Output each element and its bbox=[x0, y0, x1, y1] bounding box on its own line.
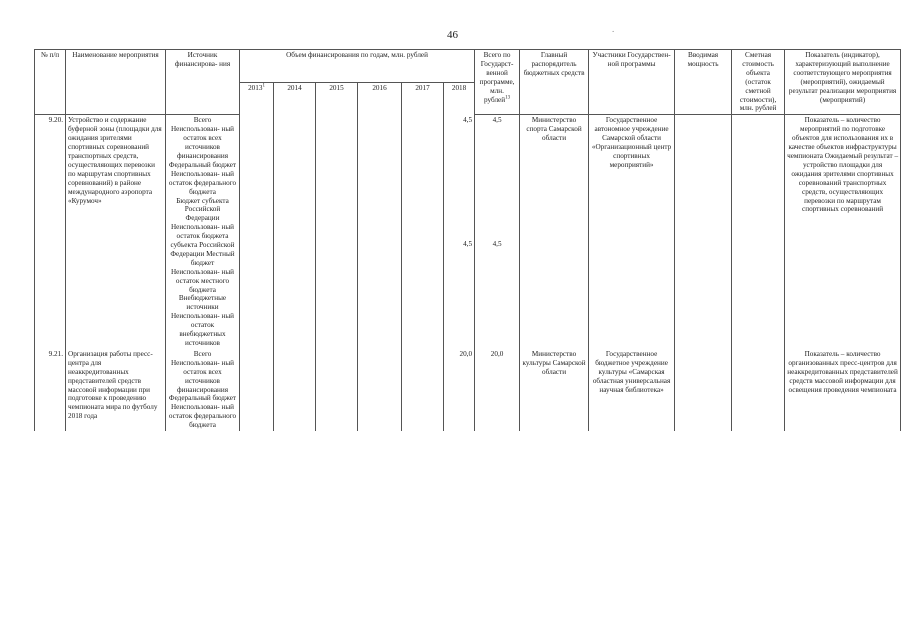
source-other: Бюджет субъекта Российской Федерации Неиспользован- ный остаток бюджета субъекта Российской Федерации Местный бюджет Неиспользован- ный остаток местного бюджета Внебюджетные источники Неиспользован- ный остаток внебюджетных источников bbox=[170, 196, 235, 347]
row-name: Организация работы пресс-центра для неаккредитованных представителей средств массовой информации при подготовке к проведению чемпионата мира по футболу 2018 года bbox=[66, 349, 166, 431]
cell-2016 bbox=[358, 349, 402, 431]
cell-indicator: Показатель – количество организованных пресс-центров для неаккредитованных представителей средств массовой информации для освещения проведения чемпионата bbox=[785, 349, 901, 431]
cell-2015 bbox=[316, 349, 358, 431]
cell-2018: 4,5 4,5 bbox=[444, 115, 475, 349]
financing-table bbox=[34, 49, 901, 431]
source-federal: Неиспользован- ный остаток всех источников финансирования Федеральный бюджет Неиспользован- ный остаток федерального бюджета bbox=[168, 125, 237, 196]
cell-2017 bbox=[402, 349, 444, 431]
cell-capacity bbox=[675, 349, 732, 431]
header-source: Источник финансирова- ния bbox=[166, 50, 240, 115]
year-2016: 2016 bbox=[358, 83, 402, 115]
header-estimate: Сметная стоимость объекта (остаток сметной стоимости), млн. рублей bbox=[732, 50, 785, 115]
year-2014: 2014 bbox=[274, 83, 316, 115]
cell-2014 bbox=[274, 115, 316, 349]
source-federal: Неиспользован- ный остаток всех источников финансирования Федеральный бюджет Неиспользован- ный остаток федерального бюджета bbox=[168, 358, 237, 430]
cell-2018: 20,0 bbox=[444, 349, 475, 431]
header-funding: Объем финансирования по годам, млн. рублей bbox=[240, 50, 475, 83]
cell-2014 bbox=[274, 349, 316, 431]
scan-mark: . bbox=[612, 24, 615, 34]
header-num: № п/п bbox=[35, 50, 66, 115]
header-row bbox=[35, 50, 901, 83]
page-number: 46 bbox=[447, 29, 458, 41]
year-2013: 2013$^1$ bbox=[240, 83, 274, 115]
cell-indicator: Показатель – количество мероприятий по подготовке объектов для использования их в качестве объектов инфраструктуры чемпионата Ожидаемый результат – устройство площадки для ожидания зрителями спортивных соревнований транспортных средств, осуществляющих перевозки по маршрутам спортивных соревнований bbox=[785, 115, 901, 349]
cell-manager: Министерство спорта Самарской области bbox=[520, 115, 589, 349]
source-total: Всего bbox=[193, 349, 212, 358]
cell-total: 4,5 4,5 bbox=[475, 115, 520, 349]
year-2015: 2015 bbox=[316, 83, 358, 115]
year-2018: 2018 bbox=[444, 83, 475, 115]
cell-participants: Государственное бюджетное учреждение культуры «Самарская областная универсальная научная библиотека» bbox=[589, 349, 675, 431]
cell-total: 20,0 bbox=[475, 349, 520, 431]
year-2017: 2017 bbox=[402, 83, 444, 115]
cell-participants: Государственное автономное учреждение Самарской области «Организационный центр спортивных мероприятий» bbox=[589, 115, 675, 349]
cell-2017 bbox=[402, 115, 444, 349]
table-row bbox=[35, 115, 901, 349]
header-participants: Участники Государствен- ной программы bbox=[589, 50, 675, 115]
source-total: Всего bbox=[193, 116, 212, 125]
row-num: 9.20. bbox=[35, 115, 66, 349]
cell-estimate bbox=[732, 349, 785, 431]
row-source bbox=[166, 115, 240, 349]
cell-2013 bbox=[240, 349, 274, 431]
row-num: 9.21. bbox=[35, 349, 66, 431]
header-manager: Главный распорядитель бюджетных средств bbox=[520, 50, 589, 115]
cell-capacity bbox=[675, 115, 732, 349]
table-row bbox=[35, 349, 901, 431]
cell-manager: Министерство культуры Самарской области bbox=[520, 349, 589, 431]
cell-2015 bbox=[316, 115, 358, 349]
cell-2016 bbox=[358, 115, 402, 349]
cell-2013 bbox=[240, 115, 274, 349]
row-name: Устройство и содержание буферной зоны (площадки для ожидания зрителями спортивных соревнований транспортных средств, осуществляющих перевозки по маршрутам спортивных соревнований) в районе международного аэропорта «Курумоч» bbox=[66, 115, 166, 349]
header-indicator: Показатель (индикатор), характеризующий выполнение соответствующего мероприятия (мероприятий), ожидаемый результат реализации мероприятия (мероприятий) bbox=[785, 50, 901, 115]
header-total: Всего по Государст- венной программе, млн. рублей$^{13}$ bbox=[475, 50, 520, 115]
header-name: Наименование мероприятия bbox=[66, 50, 166, 115]
cell-estimate bbox=[732, 115, 785, 349]
row-source bbox=[166, 349, 240, 431]
header-capacity: Вводимая мощность bbox=[675, 50, 732, 115]
